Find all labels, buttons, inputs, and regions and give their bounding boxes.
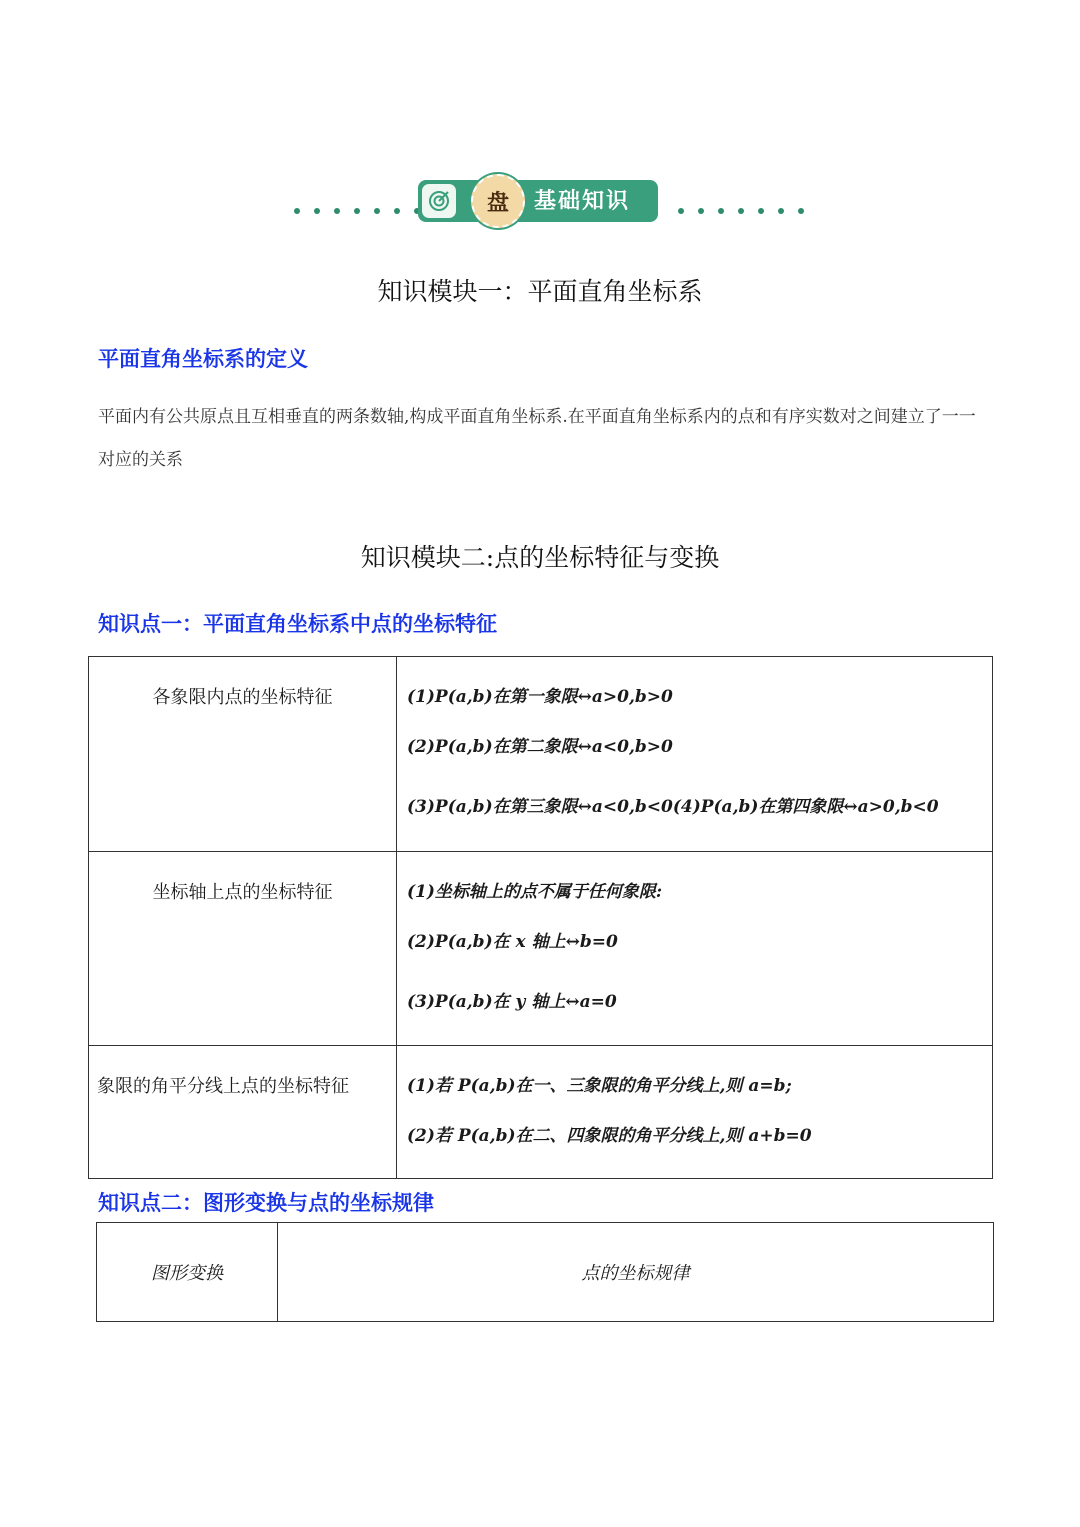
module2-title: 知识模块二:点的坐标特征与变换: [360, 543, 720, 572]
transform-rules-table: [96, 1222, 994, 1322]
row-label: 各象限内点的坐标特征: [89, 657, 397, 852]
row-content: [397, 657, 993, 852]
banner-dots-right: [678, 208, 804, 214]
table-row: [89, 1046, 993, 1179]
banner-badge: 盘: [471, 174, 525, 228]
rule-line: (2)若 P(a,b)在二、四象限的角平分线上,则 a+b=0: [407, 1126, 812, 1146]
table-row: [89, 852, 993, 1046]
column-header: 图形变换: [97, 1223, 278, 1322]
rule-line: (2)P(a,b)在 x 轴上↔b=0: [407, 932, 618, 952]
module1-paragraph: 平面内有公共原点且互相垂直的两条数轴,构成平面直角坐标系.在平面直角坐标系内的点和有序实数对之间建立了一一对应的关系: [98, 407, 976, 470]
row-content: [397, 852, 993, 1046]
section-banner: [288, 170, 798, 230]
module1-subhead: 平面直角坐标系的定义: [98, 347, 308, 371]
point1-heading: 知识点一：平面直角坐标系中点的坐标特征: [98, 612, 497, 636]
rule-line: (1)P(a,b)在第一象限↔a>0,b>0: [407, 687, 673, 707]
coordinate-features-table: [88, 656, 993, 1179]
table-header-row: [97, 1223, 994, 1322]
module1-title: 知识模块一：平面直角坐标系: [377, 277, 703, 306]
banner-title: 基础知识: [534, 189, 631, 214]
rule-line: (1)坐标轴上的点不属于任何象限:: [407, 882, 663, 902]
target-icon: [422, 184, 456, 218]
rule-line: (1)若 P(a,b)在一、三象限的角平分线上,则 a=b;: [407, 1076, 792, 1096]
column-header: 点的坐标规律: [278, 1223, 994, 1322]
row-label: 象限的角平分线上点的坐标特征: [89, 1046, 397, 1179]
banner-dots-left: [294, 208, 420, 214]
table-row: [89, 657, 993, 852]
rule-line: (3)P(a,b)在第三象限↔a<0,b<0(4)P(a,b)在第四象限↔a>0,b<0: [407, 797, 939, 817]
point2-heading: 知识点二：图形变换与点的坐标规律: [98, 1191, 434, 1215]
rule-line: (3)P(a,b)在 y 轴上↔a=0: [407, 992, 617, 1012]
row-content: [397, 1046, 993, 1179]
row-label: 坐标轴上点的坐标特征: [89, 852, 397, 1046]
rule-line: (2)P(a,b)在第二象限↔a<0,b>0: [407, 737, 673, 757]
